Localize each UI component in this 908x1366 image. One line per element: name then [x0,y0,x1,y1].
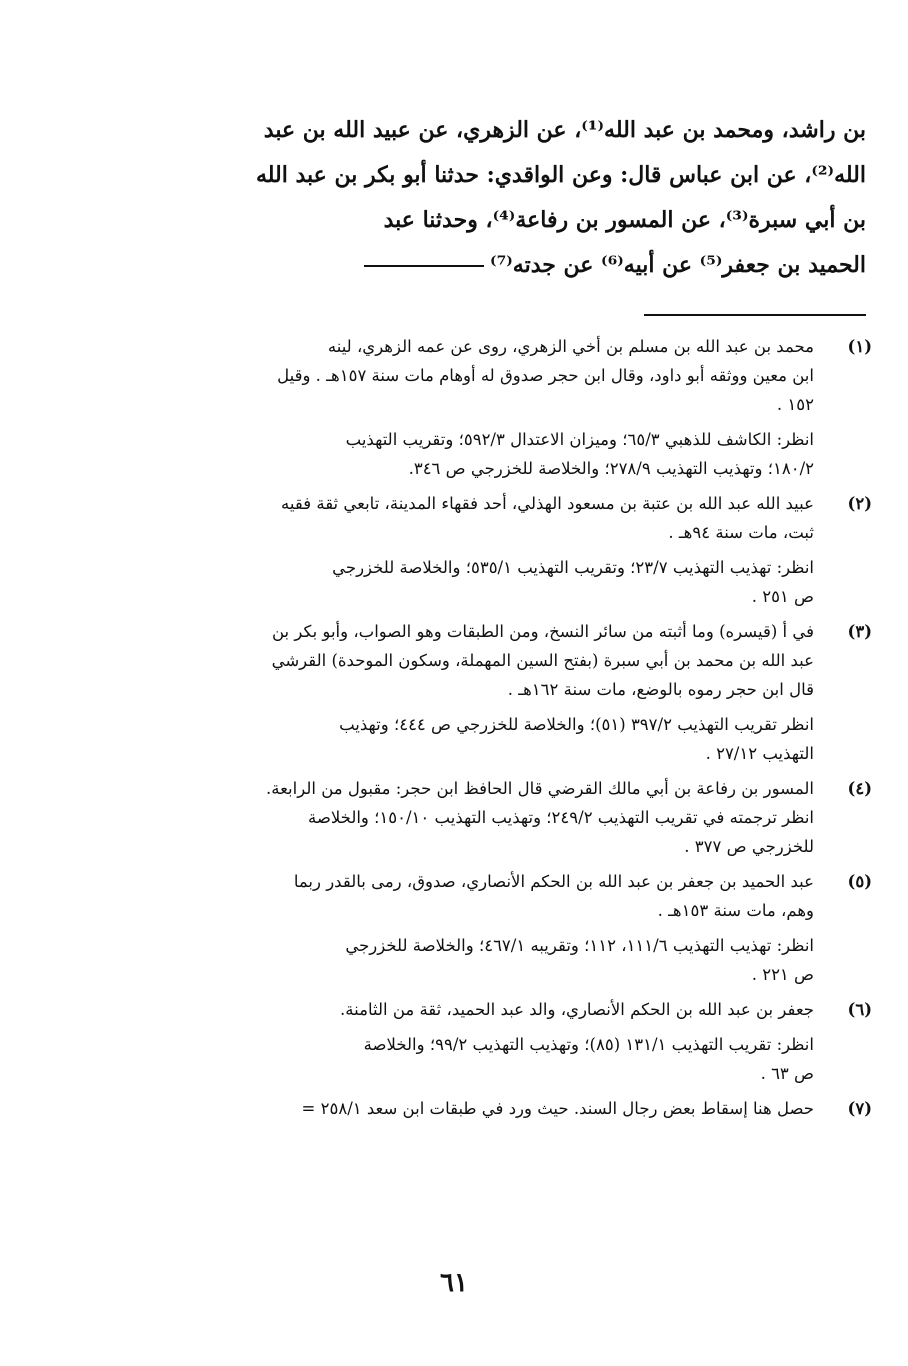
footnote-text-line: وهم، مات سنة ١٥٣هـ . [657,901,814,920]
footnote-text-line: ثبت، مات سنة ٩٤هـ . [668,523,814,542]
footnote-text-line: جعفر بن عبد الله بن الحكم الأنصاري، والد عبد الحميد، ثقة من الثامنة. [340,1000,814,1019]
footnote-number: (٥) [847,872,872,891]
footnote-text-line: عبيد الله عبد الله بن عتبة بن مسعود الهذلي، أحد فقهاء المدينة، تابعي ثقة فقيه [281,494,814,513]
footnote [160,774,872,861]
footnote-text-line: انظر ترجمته في تقريب التهذيب ٢٤٩/٢؛ وتهذيب التهذيب ١٥٠/١٠؛ والخلاصة [307,808,814,827]
footnote [160,617,872,768]
footnote-reference-line: ص ٦٣ . [760,1064,814,1083]
footnote-text-line: المسور بن رفاعة بن أبي مالك القرضي قال الحافظ ابن حجر: مقبول من الرابعة. [266,779,814,798]
main-text-block [160,108,866,288]
footnote-text-line: عبد الحميد بن جعفر بن عبد الله بن الحكم الأنصاري، صدوق، رمى بالقدر ربما [293,872,814,891]
continuation-line [364,265,484,267]
footnote-number: (٧) [847,1099,872,1118]
footnote-text-line: للخزرجي ص ٣٧٧ . [684,837,814,856]
footnote-number: (٢) [847,494,872,513]
footnote-number: (١) [847,337,872,356]
footnote-number: (٦) [847,1000,872,1019]
footnote-number: (٣) [847,622,872,641]
footnote-reference-line: ص ٢٥١ . [751,587,814,606]
page-number: ٦١ [440,1268,468,1298]
main-text-line: الله⁽²⁾، عن ابن عباس قال: وعن الواقدي: حدثنا أبو بكر بن عبد الله [255,162,866,188]
footnote [160,995,872,1088]
footnote-text-line: قال ابن حجر رموه بالوضع، مات سنة ١٦٢هـ . [507,680,814,699]
footnote-reference-line: انظر: تهذيب التهذيب ١١١/٦، ١١٢؛ وتقريبه ٤٦٧/١؛ والخلاصة للخزرجي [345,936,814,955]
main-text-line: بن أبي سبرة⁽³⁾، عن المسور بن رفاعة⁽⁴⁾، وحدثنا عبد [383,207,866,233]
footnote-text-line: ١٥٢ . [776,395,814,414]
main-text-line: بن راشد، ومحمد بن عبد الله⁽¹⁾، عن الزهري، عن عبيد الله بن عبد [263,117,866,143]
footnote [160,332,872,483]
footnote-number: (٤) [847,779,872,798]
footnote-text-line: محمد بن عبد الله بن مسلم بن أخي الزهري، روى عن عمه الزهري، لينه [327,337,814,356]
footnote-text-line: حصل هنا إسقاط بعض رجال السند. حيث ورد في طبقات ابن سعد ٢٥٨/١ = [301,1099,814,1118]
footnote-reference-line: ص ٢٢١ . [751,965,814,984]
footnote-text-line: ابن معين ووثقه أبو داود، وقال ابن حجر صدوق له أوهام مات سنة ١٥٧هـ . وقيل [277,366,814,385]
footnote-text-line: عبد الله بن محمد بن أبي سبرة (بفتح السين المهملة، وسكون الموحدة) القرشي [271,651,814,670]
main-text-line-last [160,243,866,288]
footnote-reference-line: انظر تقريب التهذيب ٣٩٧/٢ (٥١)؛ والخلاصة للخزرجي ص ٤٤٤؛ وتهذيب [339,715,814,734]
footnote-separator [644,314,866,316]
main-text-line-content: الحميد بن جعفر⁽⁵⁾ عن أبيه⁽⁶⁾ عن جدته⁽⁷⁾ [490,252,866,278]
footnote-reference-line: انظر: الكاشف للذهبي ٦٥/٣؛ وميزان الاعتدال ٥٩٢/٣؛ وتقريب التهذيب [345,430,814,449]
footnote-reference-line: التهذيب ٢٧/١٢ . [705,744,814,763]
footnote-text-line: في أ (قيسره) وما أثبته من سائر النسخ، ومن الطبقات وهو الصواب، وأبو بكر بن [271,622,814,641]
footnote [160,867,872,989]
footnotes-section [160,332,872,1129]
footnote [160,489,872,611]
footnote-reference-line: انظر: تهذيب التهذيب ٢٣/٧؛ وتقريب التهذيب ٥٣٥/١؛ والخلاصة للخزرجي [332,558,814,577]
footnote [160,1094,872,1123]
footnote-reference-line: ١٨٠/٢؛ وتهذيب التهذيب ٢٧٨/٩؛ والخلاصة للخزرجي ص ٣٤٦. [408,459,814,478]
footnote-reference-line: انظر: تقريب التهذيب ١٣١/١ (٨٥)؛ وتهذيب التهذيب ٩٩/٢؛ والخلاصة [363,1035,814,1054]
